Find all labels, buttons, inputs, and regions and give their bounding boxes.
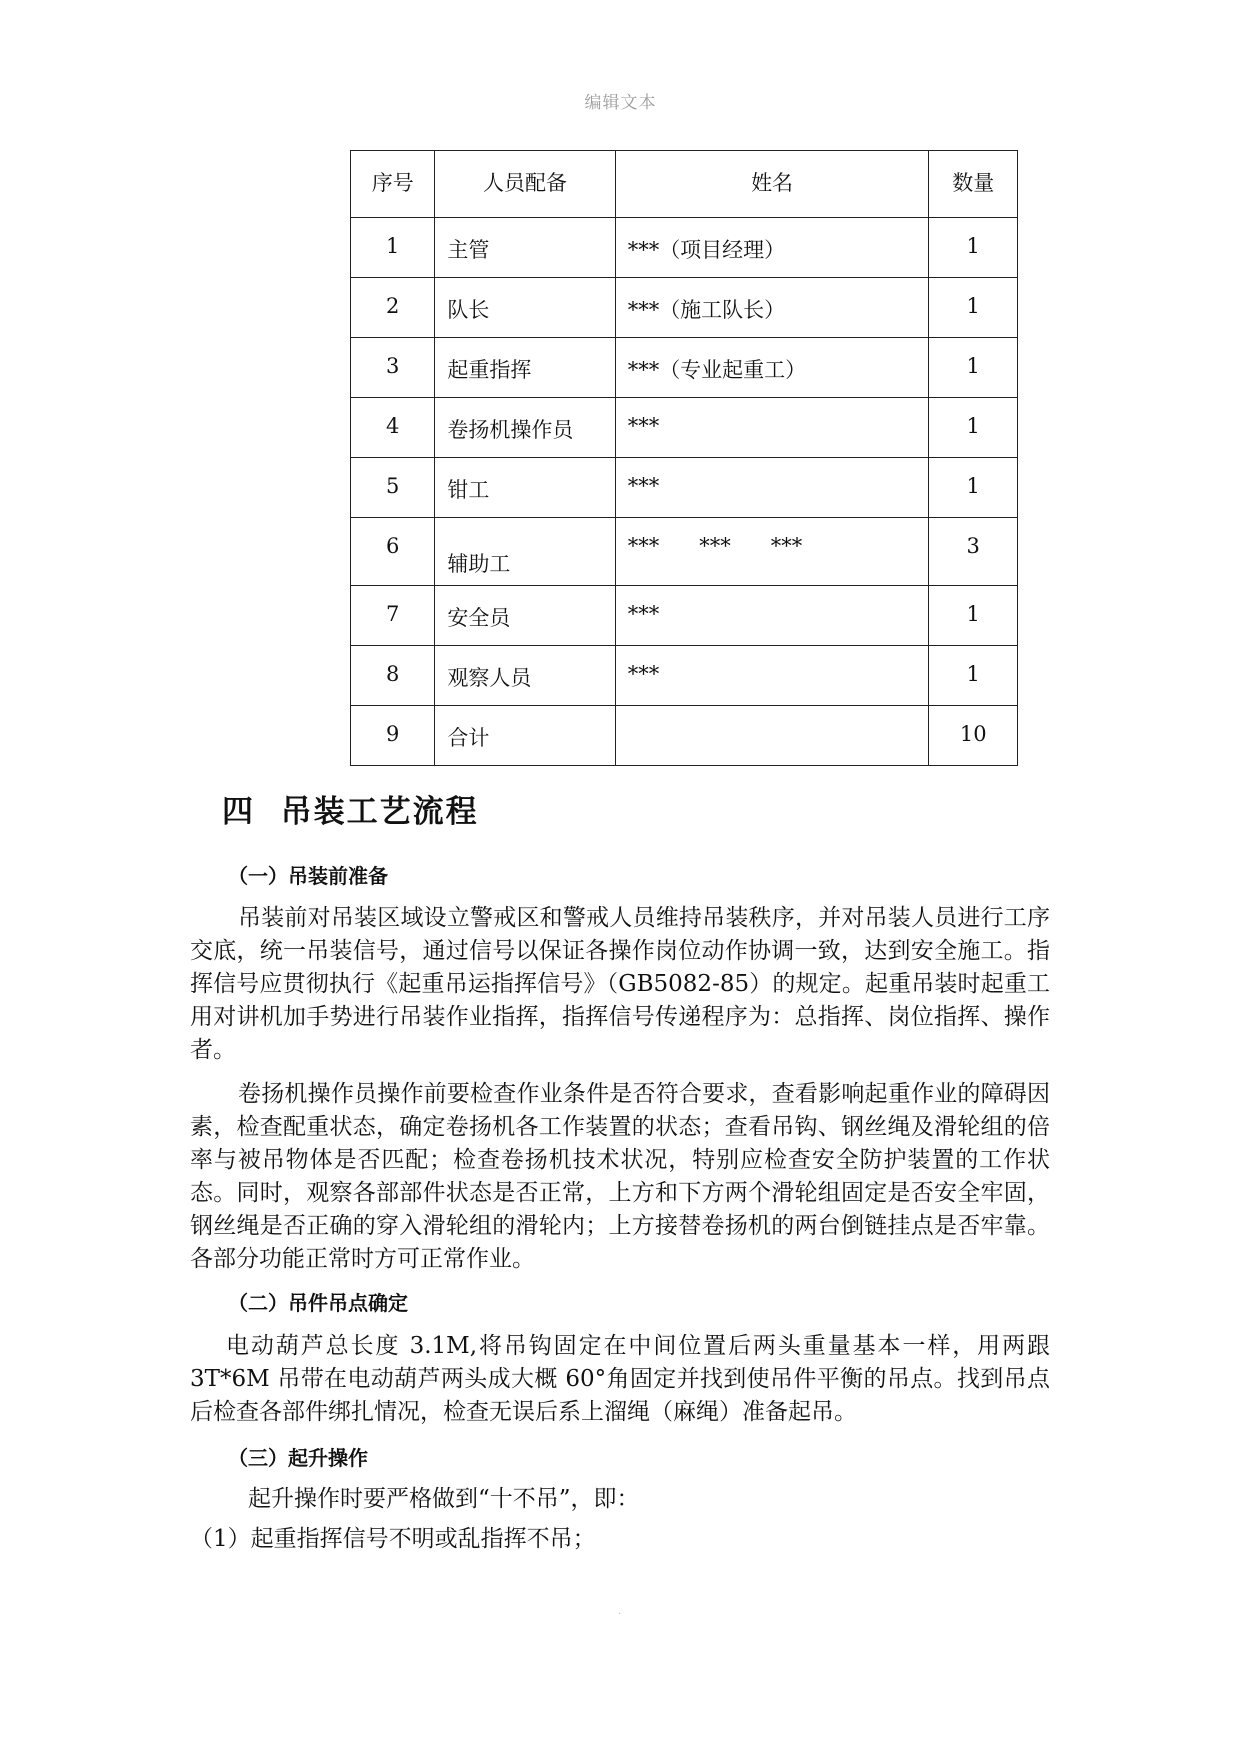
- header-qty: 数量: [929, 151, 1018, 218]
- cell-qty: 1: [929, 646, 1018, 706]
- cell-role: 主管: [435, 218, 615, 278]
- header-note: 编辑文本: [584, 93, 657, 113]
- cell-qty: 1: [929, 458, 1018, 518]
- cell-qty: 3: [929, 518, 1018, 586]
- table-row-total: [351, 706, 1018, 766]
- paragraph-lifting-point: 电动葫芦总长度 3.1M,将吊钩固定在中间位置后两头重量基本一样，用两跟3T*6M 吊带在电动葫芦两头成大概 60°角固定并找到使吊件平衡的吊点。找到吊点后检查各部件绑扎情况，检查无误后系上溜绳（麻绳）准备起吊。: [190, 1333, 1050, 1425]
- table-row: [351, 586, 1018, 646]
- cell-no: 5: [351, 458, 435, 518]
- section-title: 四 吊装工艺流程: [222, 794, 479, 830]
- table-row: [351, 518, 1018, 586]
- header-role: 人员配备: [435, 151, 615, 218]
- cell-no: 7: [351, 586, 435, 646]
- cell-qty: 10: [929, 706, 1018, 766]
- subsection-title-3: （三）起升操作: [228, 1446, 368, 1470]
- cell-role: [435, 518, 615, 586]
- cell-name: ***: [615, 458, 929, 518]
- cell-role: 合计: [435, 706, 615, 766]
- cell-role: 安全员: [435, 586, 615, 646]
- table-row: [351, 218, 1018, 278]
- paragraph-preparation-1: 吊装前对吊装区域设立警戒区和警戒人员维持吊装秩序，并对吊装人员进行工序交底，统一吊装信号，通过信号以保证各操作岗位动作协调一致，达到安全施工。指挥信号应贯彻执行《起重吊运指挥信号》（GB5082-85）的规定。起重吊装时起重工用对讲机加手势进行吊装作业指挥，指挥信号传递程序为：总指挥、岗位指挥、操作者。: [190, 905, 1050, 1063]
- cell-role: 观察人员: [435, 646, 615, 706]
- cell-name: ***: [615, 586, 929, 646]
- cell-name: ***: [615, 398, 929, 458]
- header-name: 姓名: [615, 151, 929, 218]
- cell-role-text: 辅助工: [447, 552, 511, 576]
- cell-name: [615, 706, 929, 766]
- cell-name: ***（施工队长）: [615, 278, 929, 338]
- table-header-row: [351, 151, 1018, 218]
- cell-no: 6: [351, 518, 435, 586]
- cell-no: 8: [351, 646, 435, 706]
- cell-role: 队长: [435, 278, 615, 338]
- cell-qty: 1: [929, 338, 1018, 398]
- table-row: [351, 646, 1018, 706]
- staff-table: [350, 150, 1018, 766]
- paragraph-hoisting: 起升操作时要严格做到“十不吊”，即：: [248, 1486, 640, 1512]
- cell-no: 4: [351, 398, 435, 458]
- cell-name: ***（专业起重工）: [615, 338, 929, 398]
- cell-qty: 1: [929, 586, 1018, 646]
- cell-name: ***: [615, 646, 929, 706]
- table-row: [351, 398, 1018, 458]
- cell-no: 1: [351, 218, 435, 278]
- cell-role: 卷扬机操作员: [435, 398, 615, 458]
- header-no: 序号: [351, 151, 435, 218]
- cell-no: 3: [351, 338, 435, 398]
- cell-name: ***（项目经理）: [615, 218, 929, 278]
- list-item: （1）起重指挥信号不明或乱指挥不吊；: [190, 1526, 596, 1552]
- cell-role: 起重指挥: [435, 338, 615, 398]
- paragraph-preparation-2: 卷扬机操作员操作前要检查作业条件是否符合要求，查看影响起重作业的障碍因素，检查配重状态，确定卷扬机各工作装置的状态；查看吊钩、钢丝绳及滑轮组的倍率与被吊物体是否匹配；检查卷扬机技术状况，特别应检查安全防护装置的工作状态。同时，观察各部部件状态是否正常，上方和下方两个滑轮组固定是否安全牢固，钢丝绳是否正确的穿入滑轮组的滑轮内；上方接替卷扬机的两台倒链挂点是否牢靠。各部分功能正常时方可正常作业。: [190, 1081, 1050, 1272]
- cell-qty: 1: [929, 278, 1018, 338]
- table-row: [351, 278, 1018, 338]
- cell-name: *** *** ***: [615, 518, 929, 586]
- cell-role: 钳工: [435, 458, 615, 518]
- cell-qty: 1: [929, 218, 1018, 278]
- cell-no: 2: [351, 278, 435, 338]
- cell-no: 9: [351, 706, 435, 766]
- footer-dot: .: [618, 1606, 622, 1617]
- subsection-title-1: （一）吊装前准备: [228, 864, 388, 888]
- table-row: [351, 338, 1018, 398]
- subsection-title-2: （二）吊件吊点确定: [228, 1291, 408, 1315]
- table-row: [351, 458, 1018, 518]
- cell-qty: 1: [929, 398, 1018, 458]
